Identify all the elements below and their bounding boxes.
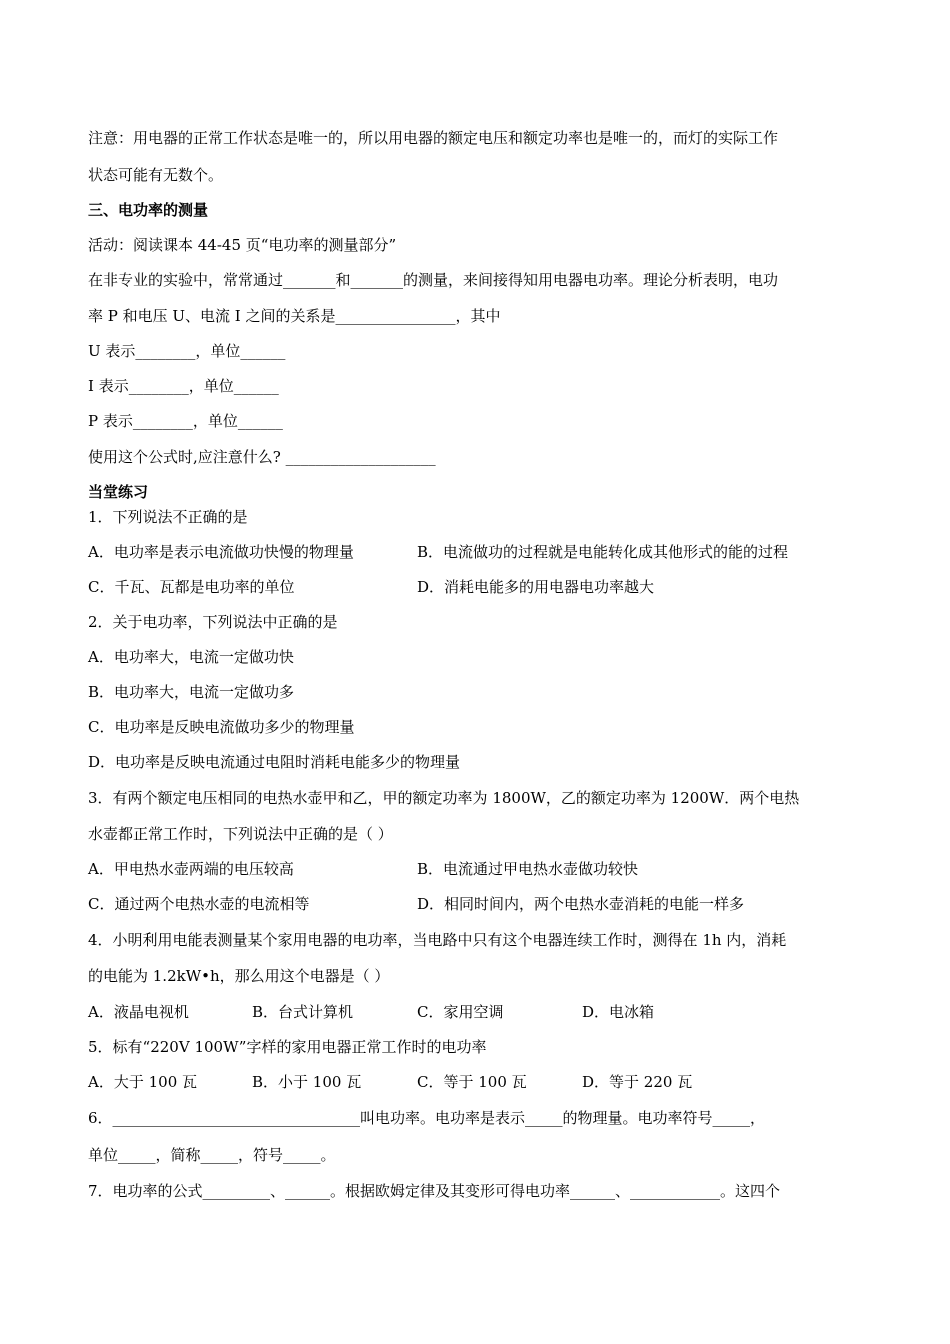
q2-option-c: C．电功率是反映电流做功多少的物理量: [88, 718, 355, 736]
q6-line-1: 6．_________________________________叫电功率。电功率是表示_____的物理量。电功率符号_____，: [88, 1109, 766, 1127]
paragraph-line-1: 在非专业的实验中，常常通过_______和_______的测量，来间接得知用电器电功率。理论分析表明，电功: [88, 271, 779, 289]
q3-option-d: D．相同时间内，两个电热水壶消耗的电能一样多: [417, 895, 745, 913]
q4-stem-line-2: 的电能为 1.2kW•h，那么用这个电器是（ ）: [88, 967, 390, 985]
q3-stem-line-2: 水壶都正常工作时，下列说法中正确的是（ ）: [88, 825, 393, 843]
q4-option-b: B．台式计算机: [252, 1003, 354, 1021]
paragraph-line-2: 率 P 和电压 U、电流 I 之间的关系是________________，其中: [88, 307, 501, 325]
q4-stem-line-1: 4．小明利用电能表测量某个家用电器的电功率，当电路中只有这个电器连续工作时，测得在 1h 内，消耗: [88, 931, 787, 949]
practice-heading: 当堂练习: [88, 483, 149, 501]
q3-option-c: C．通过两个电热水壶的电流相等: [88, 895, 310, 913]
q1-option-c: C．千瓦、瓦都是电功率的单位: [88, 578, 295, 596]
q1-option-d: D．消耗电能多的用电器电功率越大: [417, 578, 655, 596]
note-line-2: 状态可能有无数个。: [88, 166, 224, 184]
q1-stem: 1．下列说法不正确的是: [88, 508, 248, 526]
q5-option-d: D．等于 220 瓦: [582, 1073, 693, 1091]
q5-stem: 5．标有“220V 100W”字样的家用电器正常工作时的电功率: [88, 1038, 487, 1056]
q2-option-b: B．电功率大，电流一定做功多: [88, 683, 295, 701]
q1-option-a: A．电功率是表示电流做功快慢的物理量: [88, 543, 354, 561]
q6-line-2: 单位_____，简称_____，符号_____。: [88, 1146, 336, 1164]
q5-option-c: C．等于 100 瓦: [417, 1073, 527, 1091]
q1-option-b: B．电流做功的过程就是电能转化成其他形式的能的过程: [417, 543, 789, 561]
p-definition: P 表示________，单位______: [88, 412, 283, 430]
q2-stem: 2．关于电功率，下列说法中正确的是: [88, 613, 338, 631]
section-heading: 三、电功率的测量: [88, 201, 209, 219]
q3-option-a: A．甲电热水壶两端的电压较高: [88, 860, 294, 878]
q7-line-1: 7．电功率的公式_________、______。根据欧姆定律及其变形可得电功率______、____________。这四个: [88, 1182, 781, 1200]
i-definition: I 表示________，单位______: [88, 377, 279, 395]
q3-stem-line-1: 3．有两个额定电压相同的电热水壶甲和乙，甲的额定功率为 1800W，乙的额定功率为 1200W．两个电热: [88, 789, 800, 807]
q2-option-d: D．电功率是反映电流通过电阻时消耗电能多少的物理量: [88, 753, 461, 771]
note-line-1: 注意：用电器的正常工作状态是唯一的，所以用电器的额定电压和额定功率也是唯一的，而灯的实际工作: [88, 129, 779, 147]
q4-option-d: D．电冰箱: [582, 1003, 655, 1021]
q5-option-a: A．大于 100 瓦: [88, 1073, 197, 1091]
q4-option-c: C．家用空调: [417, 1003, 504, 1021]
q2-option-a: A．电功率大，电流一定做功快: [88, 648, 294, 666]
q5-option-b: B．小于 100 瓦: [252, 1073, 362, 1091]
u-definition: U 表示________，单位______: [88, 342, 286, 360]
q3-option-b: B．电流通过甲电热水壶做功较快: [417, 860, 639, 878]
q4-option-a: A．液晶电视机: [88, 1003, 189, 1021]
activity-text: 活动：阅读课本 44-45 页“电功率的测量部分”: [88, 236, 397, 254]
formula-question: 使用这个公式时,应注意什么? ____________________: [88, 448, 436, 466]
